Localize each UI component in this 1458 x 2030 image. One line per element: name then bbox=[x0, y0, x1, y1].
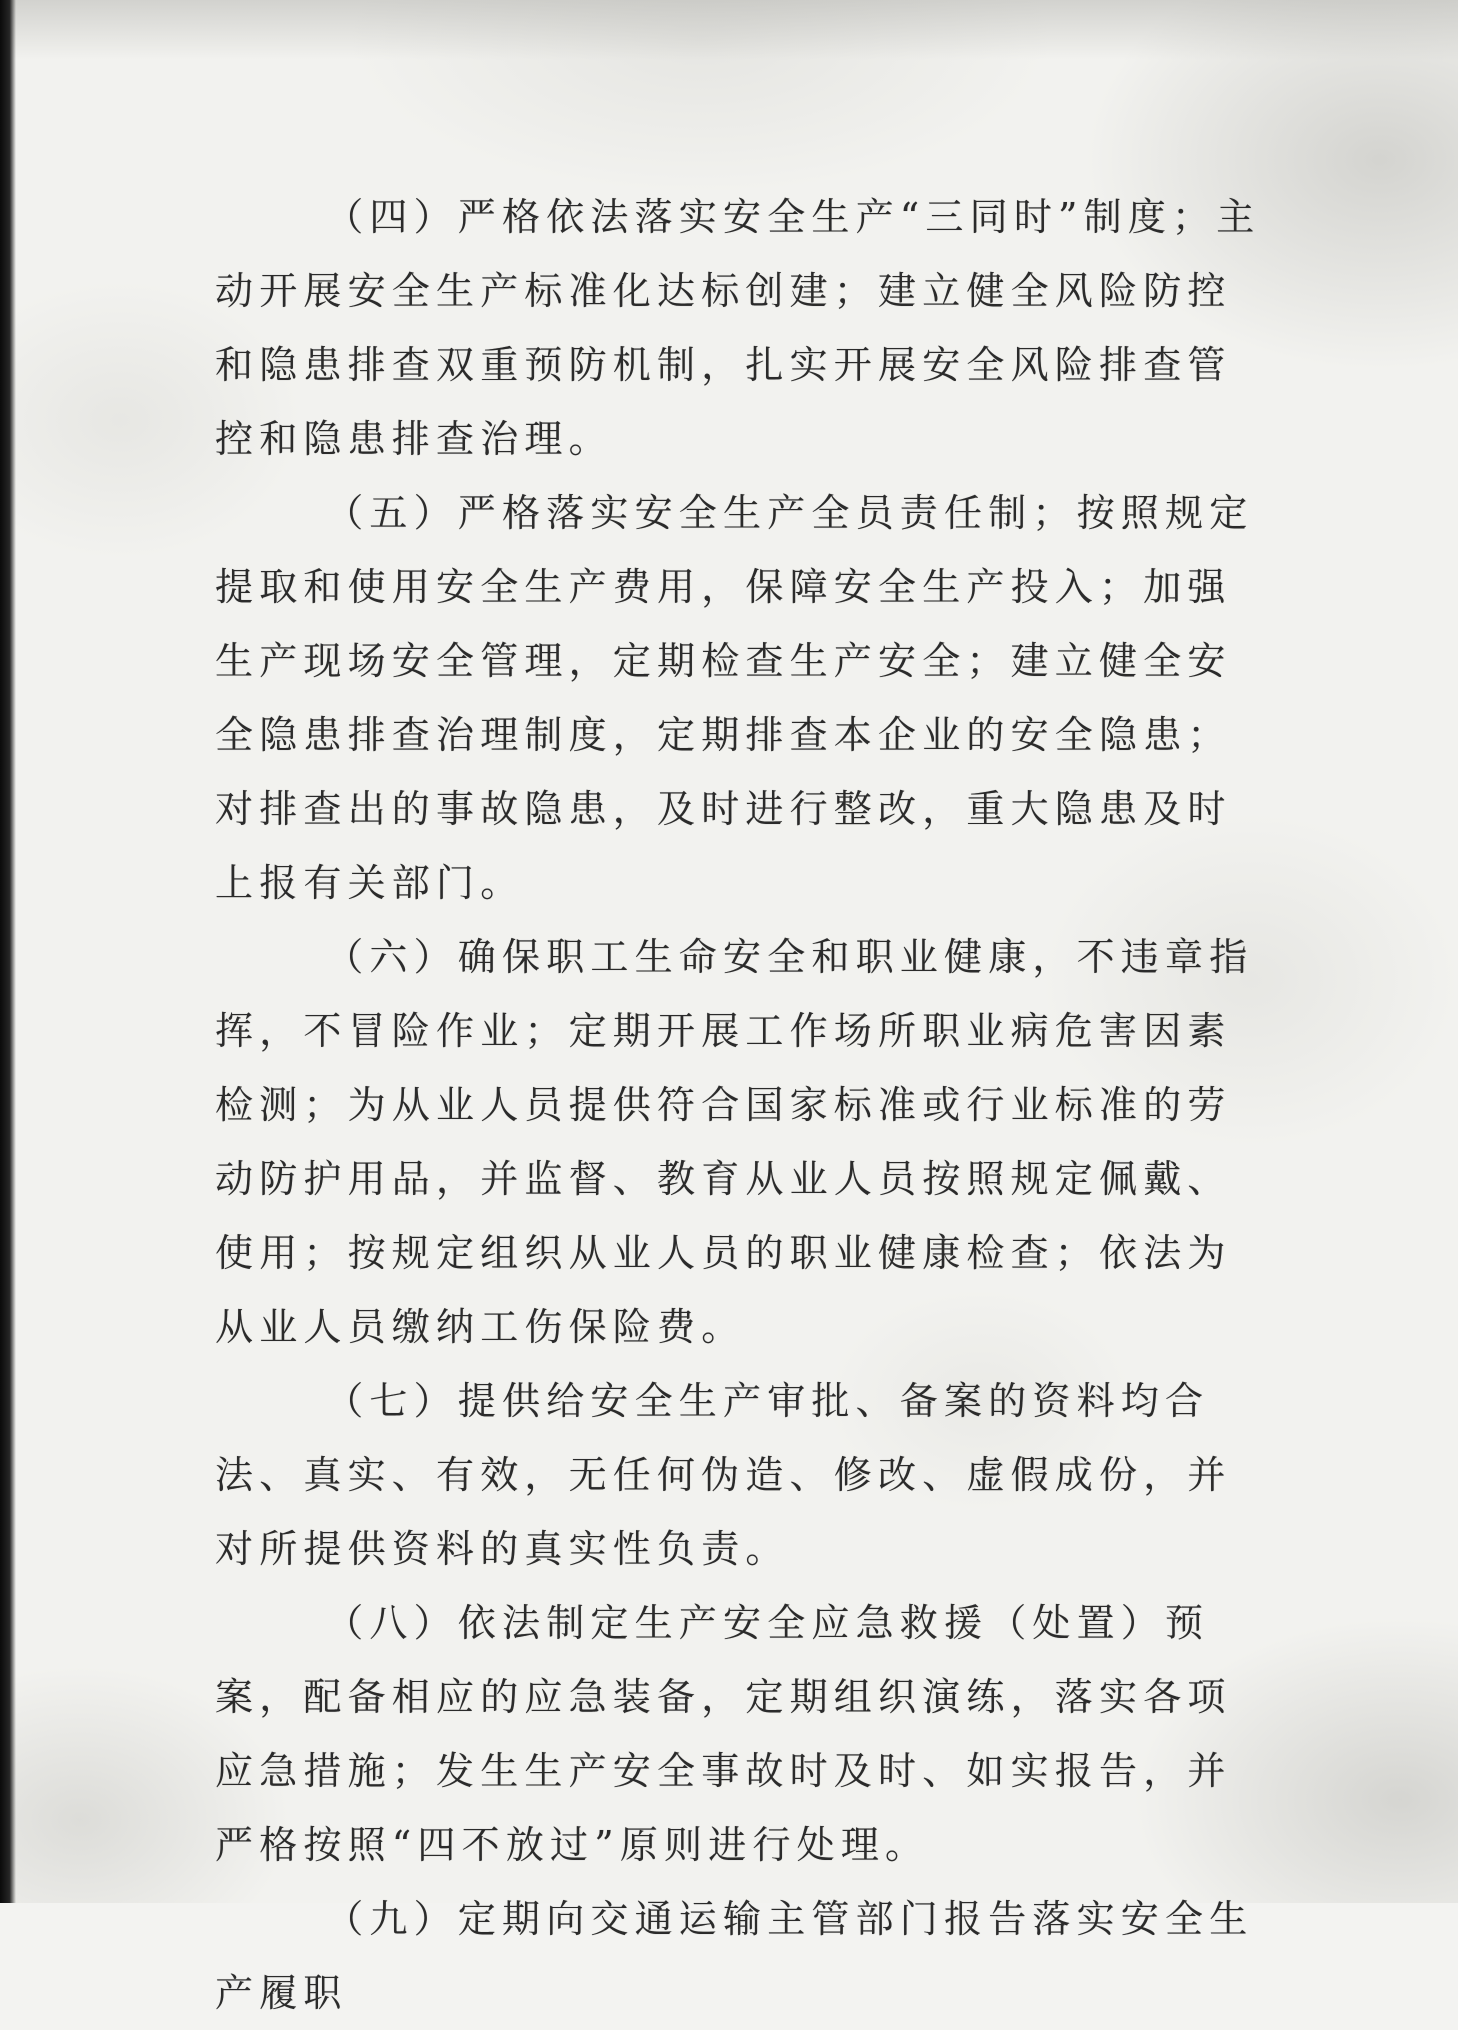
scan-edge bbox=[0, 0, 16, 1903]
paragraph-7: （七）提供给安全生产审批、备案的资料均合法、真实、有效，无任何伪造、修改、虚假成份，并对所提供资料的真实性负责。 bbox=[215, 1379, 1232, 1571]
document-body bbox=[215, 180, 1265, 2030]
paragraph-8: （八）依法制定生产安全应急救援（处置）预案，配备相应的应急装备，定期组织演练，落实各项应急措施；发生生产安全事故时及时、如实报告，并严格按照“四不放过”原则进行处理。 bbox=[215, 1601, 1232, 1867]
paragraph-9: （九）定期向交通运输主管部门报告落实安全生产履职 bbox=[215, 1897, 1254, 2015]
paragraph-4: （四）严格依法落实安全生产“三同时”制度；主动开展安全生产标准化达标创建；建立健全风险防控和隐患排查双重预防机制，扎实开展安全风险排查管控和隐患排查治理。 bbox=[215, 195, 1261, 461]
scan-shadow bbox=[0, 0, 1458, 60]
paragraph-5: （五）严格落实安全生产全员责任制；按照规定提取和使用安全生产费用，保障安全生产投入；加强生产现场安全管理，定期检查生产安全；建立健全安全隐患排查治理制度，定期排查本企业的安全隐患；对排查出的事故隐患，及时进行整改，重大隐患及时上报有关部门。 bbox=[215, 491, 1254, 905]
paragraph-6: （六）确保职工生命安全和职业健康，不违章指挥，不冒险作业；定期开展工作场所职业病危害因素检测；为从业人员提供符合国家标准或行业标准的劳动防护用品，并监督、教育从业人员按照规定佩戴、使用；按规定组织从业人员的职业健康检查；依法为从业人员缴纳工伤保险费。 bbox=[215, 935, 1254, 1349]
